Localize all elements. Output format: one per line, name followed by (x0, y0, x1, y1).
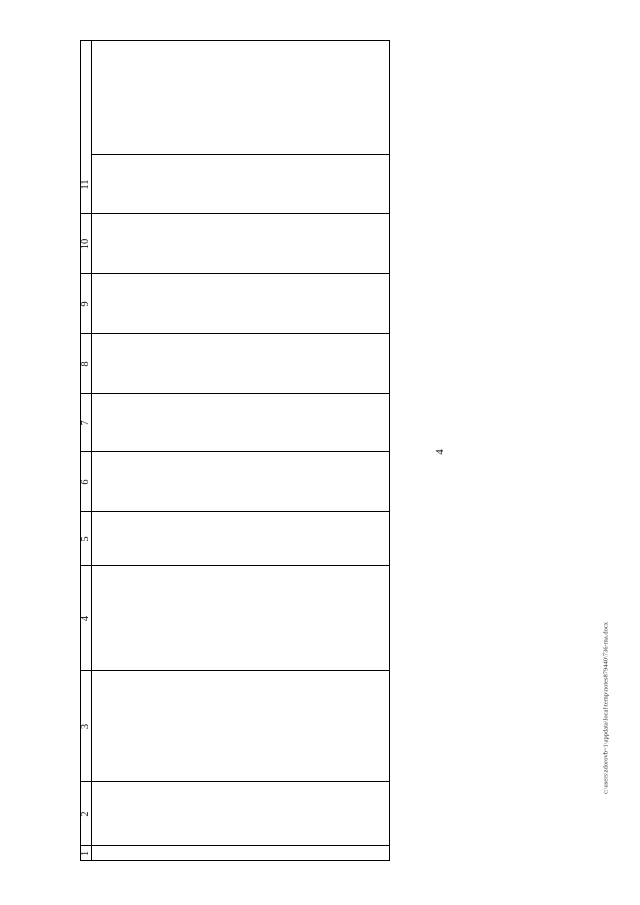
column-header: 10 (80, 238, 91, 250)
value-col-divider (91, 393, 390, 394)
column-header: 8 (80, 361, 91, 367)
column-header: 5 (80, 536, 91, 542)
col-divider (80, 670, 390, 671)
value-col-divider (91, 451, 390, 452)
header-col-divider (80, 451, 91, 452)
header-col-divider (80, 273, 91, 274)
header-col-divider (80, 511, 91, 512)
header-col-divider (80, 333, 91, 334)
column-header: 6 (80, 479, 91, 485)
value-col-divider (91, 273, 390, 274)
header-col-divider (80, 213, 91, 214)
table-left-border (80, 860, 390, 861)
column-header: 11 (80, 179, 91, 190)
footer-file-path: c:\users\zdorovb~1\appdata\local\temp\notes879440\736-ma.docx (602, 622, 610, 794)
page-number: 4 (434, 449, 446, 455)
table-right-border (80, 40, 390, 41)
header-col-divider (80, 393, 91, 394)
value-col-divider (91, 213, 390, 214)
col-divider (80, 845, 390, 846)
value-col-divider (91, 511, 390, 512)
value-col-divider (91, 333, 390, 334)
column-header: 4 (80, 615, 91, 622)
budget-table (80, 40, 390, 861)
col-divider (80, 565, 390, 566)
col-divider (80, 781, 390, 782)
column-header: 7 (80, 420, 91, 426)
value-col-divider (91, 154, 390, 155)
column-header: 9 (80, 301, 91, 307)
column-header: 1 (80, 850, 91, 857)
column-header: 3 (80, 723, 91, 730)
column-header: 2 (80, 811, 91, 817)
